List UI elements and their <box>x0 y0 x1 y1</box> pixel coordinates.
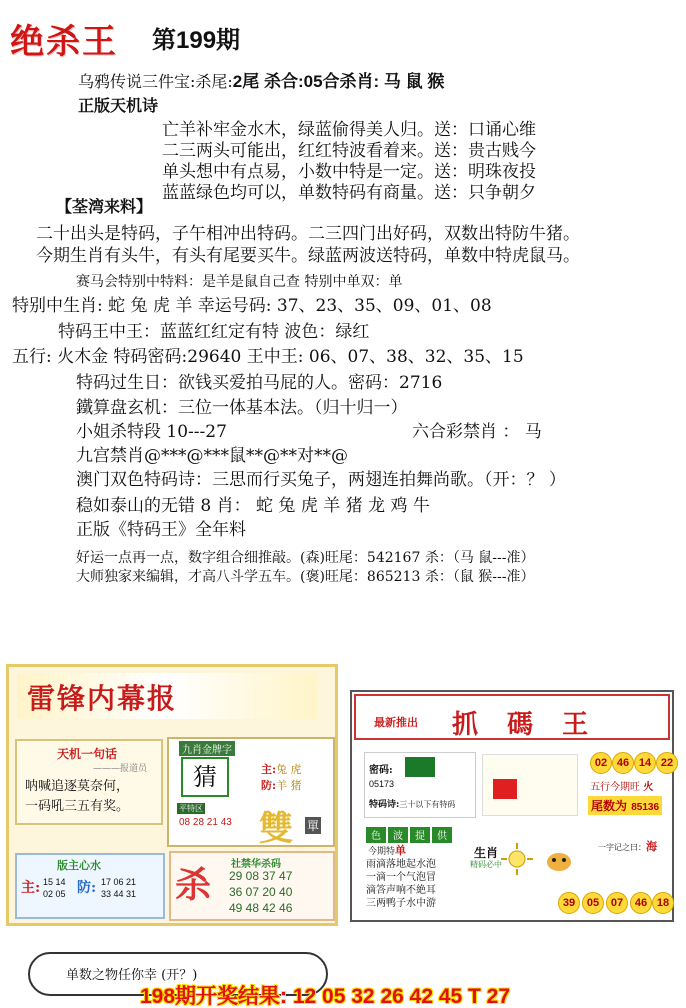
zhuama-header <box>354 694 670 740</box>
tianji-line-2: 一码吼三五有奖。 <box>25 799 130 814</box>
banzhu-zhu: 主: <box>21 880 41 896</box>
color-label: 今期特 <box>368 847 396 857</box>
banzhu-row-2: 02 05 <box>43 889 66 899</box>
leifeng-panel <box>6 664 338 926</box>
bottom-number-4: 46 <box>630 892 652 914</box>
color-value: 单 <box>395 844 407 857</box>
banzhu-row-1: 15 14 <box>43 877 66 887</box>
banzhu-row-3: 17 06 21 <box>101 877 137 887</box>
temi-label: 特码诗: <box>369 800 400 810</box>
brand-title: 绝杀王 <box>10 22 118 62</box>
color-btn-3: 提 <box>410 827 430 843</box>
tewang-line: 特码王中王：蓝蓝红红定有特 波色：绿红 <box>58 322 370 342</box>
wuya-value: 2尾 杀合:05合杀肖: 马 鼠 猴 <box>232 72 445 91</box>
weishu-row <box>588 796 662 815</box>
banzhu-fang: 防: <box>77 880 97 896</box>
poem-line-4: 蓝蓝绿色均可以，单数特码有商量。送：只争朝夕 <box>162 183 536 203</box>
shehui-row-3: 49 48 42 46 <box>229 901 293 915</box>
cartoon-box <box>482 754 578 816</box>
color-btn-1: 色 <box>366 827 386 843</box>
zhuama-panel <box>350 690 674 922</box>
yiju-label: 一字记之曰： <box>598 843 646 852</box>
dan-char: 單 <box>307 819 320 833</box>
top-number-2: 46 <box>612 752 634 774</box>
bottom-number-2: 05 <box>582 892 604 914</box>
rain-poem-4: 三两鸭子水中游 <box>366 898 436 909</box>
mima-box <box>364 752 476 818</box>
jiuxiao-label: 九肖金牌字 <box>179 741 235 756</box>
zhu-label: 主: <box>261 763 277 776</box>
banzhu-row-4: 33 44 31 <box>101 889 137 899</box>
animal-icon <box>542 842 576 876</box>
tianji-sign: ———报道员 <box>93 764 148 774</box>
jiuxiao-char: 猜 <box>181 757 229 797</box>
zhuama-title: 抓 碼 王 <box>452 710 599 740</box>
liuhe-line: 六合彩禁肖 ： 马 <box>412 422 542 442</box>
color-btn-4: 供 <box>432 827 452 843</box>
dashi-line: 大师独家来编辑，才高八斗学五车。(褒)旺尾：865213 杀：（鼠 猴---准） <box>76 569 535 585</box>
draw-result: 198期开奖结果: 12 05 32 26 42 45 T 27 <box>140 985 511 1008</box>
temi-row <box>369 797 455 810</box>
rain-poem <box>366 858 436 910</box>
cloud-text: 单数之物任你幸 (开？) <box>66 968 198 983</box>
top-number-4: 22 <box>656 752 678 774</box>
fang-label: 防: <box>261 779 277 792</box>
mima-value: 05173 <box>369 779 395 789</box>
fang-value: 羊 猪 <box>276 779 302 792</box>
color-row <box>368 842 406 858</box>
wuxing-line: 五行: 火木金 特码密码:29640 王中王: 06、07、38、32、35、15 <box>12 347 524 367</box>
leifeng-title: 雷锋内幕报 <box>27 682 178 715</box>
guosheng-line: 特码过生日：欲钱买爱拍马屁的人。密码：2716 <box>76 373 443 393</box>
wuhang-label: 五行今期旺 <box>590 782 640 793</box>
shuang-char: 雙 <box>259 809 293 849</box>
tianji-label: 天机一句话 <box>57 747 118 761</box>
temi-value: 三十以下有特码 <box>399 800 456 809</box>
fang-row <box>261 777 302 793</box>
wuya-prefix: 乌鸦传说三件宝:杀尾: <box>78 72 233 91</box>
rain-poem-1: 雨滴落地起水泡 <box>366 859 436 870</box>
yiju-row <box>598 838 657 854</box>
color-btn-2: 波 <box>388 827 408 843</box>
zhu-row <box>261 761 302 777</box>
quanwan-line-1: 二十出头是特码，子午相冲出特码。二三四门出好码，双数出特防牛猪。 <box>36 224 580 244</box>
rain-poem-2: 一滴一个气泡冒 <box>366 872 436 883</box>
pingte-label: 平特区 <box>179 804 203 813</box>
quanwan-line-2: 今期生肖有头牛，有头有尾要买牛。绿蓝两波送特码，单数中特虎鼠马。 <box>36 246 580 266</box>
saima-line: 赛马会特别中特料：是羊是鼠自己查 特别中单双：单 <box>76 274 403 290</box>
jiugong-line: 九宫禁肖@***@***鼠**@**对**@ <box>76 446 348 466</box>
wuya-line <box>78 72 444 92</box>
yiju-value: 海 <box>646 840 657 853</box>
flag-icon <box>493 779 517 799</box>
weishu-label: 尾数为 <box>591 799 628 813</box>
bottom-number-1: 39 <box>558 892 580 914</box>
mima-label: 密码: <box>369 765 393 776</box>
top-number-1: 02 <box>590 752 612 774</box>
logo-icon <box>405 757 435 777</box>
shehui-box <box>169 851 335 921</box>
poem-line-2: 二三两头可能出，红红特波看着来。送：贵古贱今 <box>162 141 536 161</box>
tiesuan-line: 鐵算盘玄机：三位一体基本法。（归十归一） <box>76 398 408 418</box>
haoyun-line: 好运一点再一点，数字组合细推敲。(森)旺尾：542167 杀：（马 鼠---准） <box>76 550 535 566</box>
poem-line-3: 单头想中有点易，小数中特是一定。送：明珠夜投 <box>162 162 536 182</box>
color-buttons <box>366 824 452 843</box>
top-number-3: 14 <box>634 752 656 774</box>
tianji-line-1: 呐喊追逐莫奈何， <box>25 779 130 794</box>
quanwan-title: 【荃湾来料】 <box>56 197 153 216</box>
bottom-number-3: 07 <box>606 892 628 914</box>
jiuxiao-box <box>167 737 335 847</box>
quannian-line: 正版《特码王》全年料 <box>76 520 246 540</box>
tianji-box <box>15 739 163 825</box>
weishu-value: 85136 <box>631 802 660 813</box>
issue-number: 第199期 <box>152 27 241 54</box>
banzhu-box <box>15 853 165 919</box>
sha-char: 杀 <box>175 864 212 906</box>
jingxiao-label: 精码必中 <box>470 860 502 869</box>
wuhang-value: 火 <box>643 782 654 793</box>
zhu-value: 兔 虎 <box>276 763 302 776</box>
rain-poem-3: 滴答声响不絶耳 <box>366 885 436 896</box>
tianji-title: 正版天机诗 <box>78 96 159 115</box>
banzhu-label: 版主心水 <box>57 859 101 872</box>
wuhang-row <box>590 778 653 793</box>
tebie-line: 特别中生肖: 蛇 兔 虎 羊 幸运号码: 37、23、35、09、01、08 <box>12 296 492 316</box>
shehui-label: 社禁华杀码 <box>231 859 281 870</box>
shengxiao-label: 生肖 <box>474 846 499 860</box>
shehui-row-1: 29 08 37 47 <box>229 869 293 883</box>
wenru-line: 稳如泰山的无错 8 肖： 蛇 兔 虎 羊 猪 龙 鸡 牛 <box>76 496 430 516</box>
bottom-number-5: 18 <box>652 892 674 914</box>
aomen-line: 澳门双色特码诗：三思而行买兔子，两翅连拍舞尚歌。（开：？ ） <box>76 470 566 490</box>
poem-line-1: 亡羊补牢金水木，绿蓝偷得美人归。送：口诵心维 <box>162 120 536 140</box>
shehui-row-2: 36 07 20 40 <box>229 885 293 899</box>
sun-icon <box>500 842 534 876</box>
pingte-nums: 08 28 21 43 <box>179 817 232 828</box>
zhuama-tag: 最新推出 <box>374 716 418 729</box>
xiaojie-line: 小姐杀特段 10---27 <box>76 422 227 442</box>
